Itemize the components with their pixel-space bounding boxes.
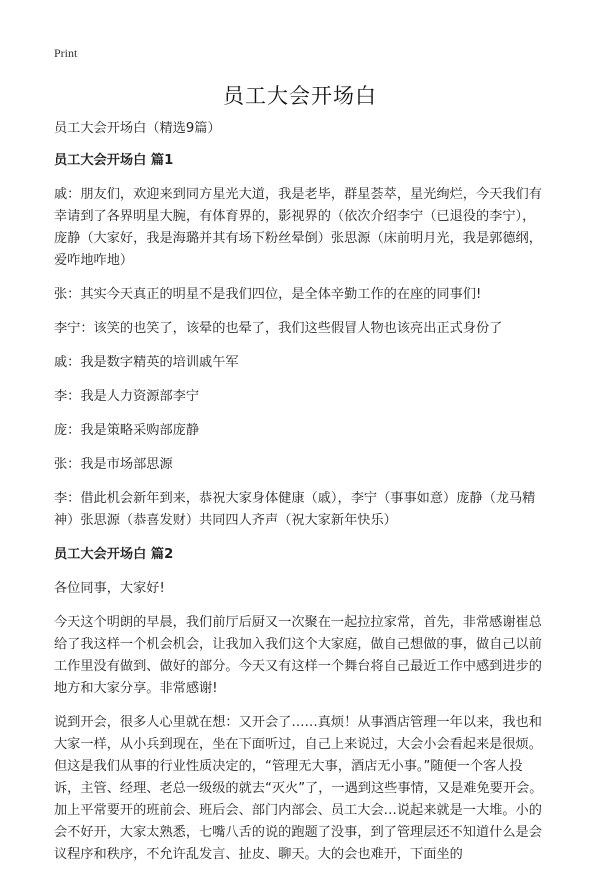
paragraph: 各位同事，大家好! [54, 581, 165, 596]
paragraph: 李：我是人力资源部李宁 [54, 389, 200, 404]
paragraph: 李宁：该笑的也笑了，该晕的也晕了，我们这些假冒人物也该亮出正式身份了 [54, 321, 503, 336]
paragraph: 今天这个明朗的早晨，我们前厅后厨又一次聚在一起拉拉家常，首先，非常感谢崔总给了我这样一个机会机会，让我加入我们这个大家庭，做自己想做的事，做自己以前工作里没有做到、做好的部分。今天又有这样一个舞台将自己最近工作中感到进步的地方和大家分享。非常感谢! [54, 615, 542, 696]
paragraph: 张：我是市场部思源 [54, 457, 173, 472]
section-heading-1: 员工大会开场白 篇1 [54, 153, 174, 168]
paragraph: 戚：朋友们，欢迎来到同方星光大道，我是老毕，群星荟萃，星光绚烂，今天我们有幸请到了各界明星大腕，有体育界的，影视界的（依次介绍李宁（已退役的李宁），庞静（大家好，我是海璐并其有场下粉丝晕倒）张思源（床前明月光，我是郭德纲，爱咋地咋地） [54, 187, 542, 268]
document-subtitle: 员工大会开场白（精选9篇） [54, 121, 221, 136]
document-body [54, 118, 546, 878]
section-heading-2: 员工大会开场白 篇2 [54, 547, 174, 562]
paragraph: 张：其实今天真正的明星不是我们四位，是全体辛勤工作的在座的同事们! [54, 287, 482, 302]
print-link[interactable]: Print [54, 46, 78, 60]
paragraph: 李：借此机会新年到来，恭祝大家身体健康（戚），李宁（事事如意）庞静（龙马精神）张思源（恭喜发财）共同四人齐声（祝大家新年快乐） [54, 491, 536, 528]
paragraph: 庞：我是策略采购部庞静 [54, 423, 200, 438]
paragraph: 说到开会，很多人心里就在想：又开会了……真烦！从事酒店管理一年以来，我也和大家一样，从小兵到现在，坐在下面听过，自己上来说过，大会小会看起来是很烦。但这是我们从事的行业性质决定的，“管理无大事，酒店无小事。”随便一个客人投诉，主管、经理、老总一级级的就去“灭火”了，一遇到这些事情，又是难免要开会。加上平常要开的班前会、班后会、部门内部会、员工大会…说起来就是一大堆。小的会不好开，大家太熟悉，七嘴八舌的说的跑题了没事，到了管理层还不知道什么是会议程序和秩序，不允许乱发言、扯皮、聊天。大的会也难开，下面坐的 [54, 715, 543, 862]
page-title: 员工大会开场白 [223, 84, 377, 108]
paragraph: 戚：我是数字精英的培训戚午军 [54, 355, 239, 370]
